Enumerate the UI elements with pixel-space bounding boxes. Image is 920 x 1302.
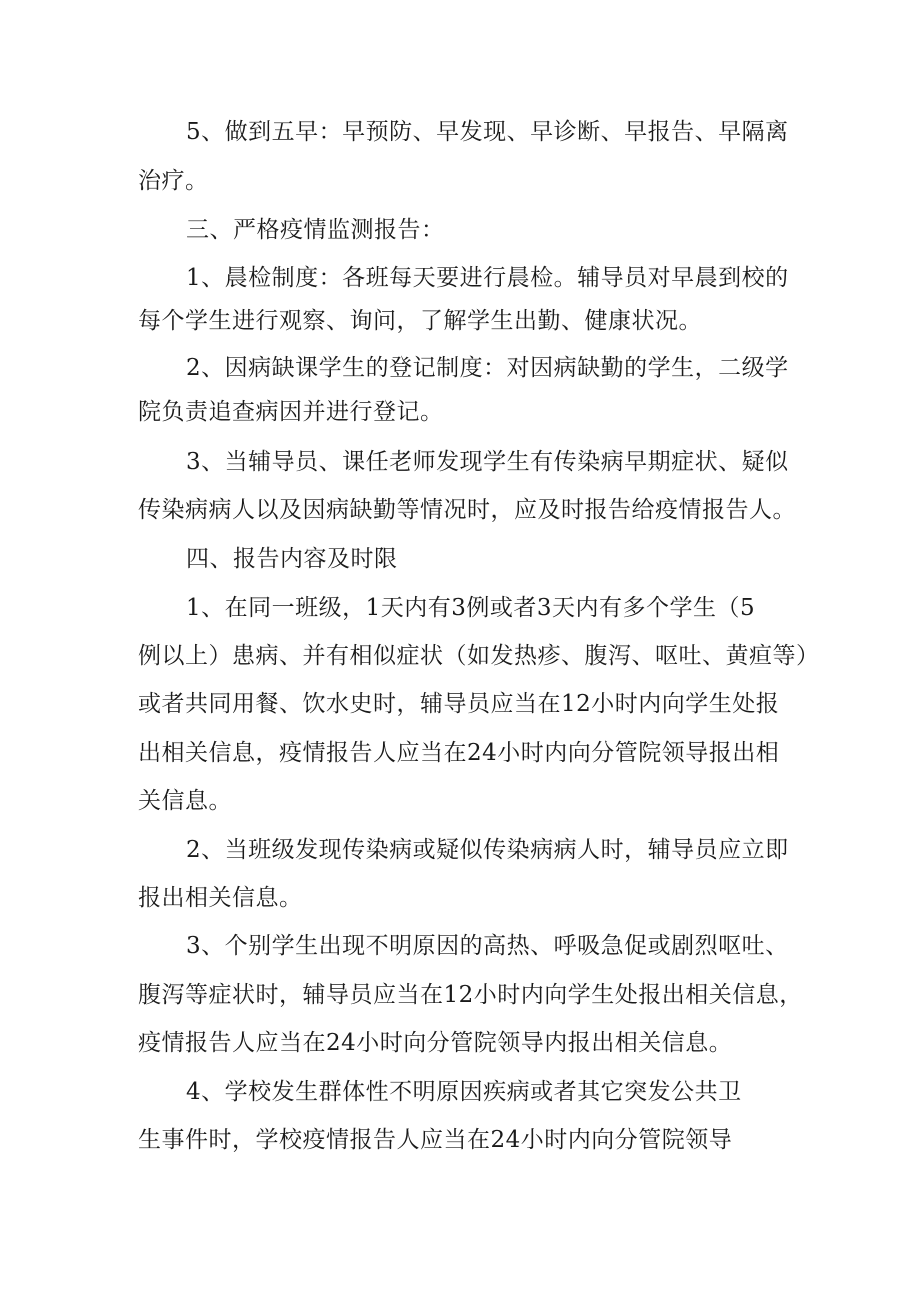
paragraph-line: 出相关信息，疫情报告人应当在24小时内向分管院领导报出相	[138, 740, 780, 766]
paragraph-line: 报出相关信息。	[138, 885, 303, 911]
paragraph-line: 疫情报告人应当在24小时向分管院领导内报出相关信息。	[138, 1030, 733, 1056]
paragraph-line: 关信息。	[138, 788, 232, 814]
paragraph-line: 1、晨检制度：各班每天要进行晨检。辅导员对早晨到校的	[186, 265, 789, 291]
paragraph-line: 治疗。	[138, 168, 209, 194]
paragraph-line: 3、当辅导员、课任老师发现学生有传染病早期症状、疑似	[186, 449, 789, 475]
paragraph-line: 5、做到五早：早预防、早发现、早诊断、早报告、早隔离	[186, 119, 789, 145]
section-heading: 三、严格疫情监测报告：	[186, 217, 445, 243]
paragraph-line: 1、在同一班级，1天内有3例或者3天内有多个学生（5	[186, 595, 756, 621]
section-heading: 四、报告内容及时限	[186, 546, 398, 572]
paragraph-line: 例以上）患病、并有相似症状（如发热疹、腹泻、呕吐、黄疸等）	[138, 643, 820, 669]
paragraph-line: 每个学生进行观察、询问，了解学生出勤、健康状况。	[138, 308, 702, 334]
paragraph-line: 2、当班级发现传染病或疑似传染病病人时，辅导员应立即	[186, 837, 789, 863]
paragraph-line: 或者共同用餐、饮水史时，辅导员应当在12小时内向学生处报	[138, 691, 780, 717]
paragraph-line: 院负责追查病因并进行登记。	[138, 399, 444, 425]
paragraph-line: 4、学校发生群体性不明原因疾病或者其它突发公共卫	[186, 1079, 742, 1105]
paragraph-line: 3、个别学生出现不明原因的高热、呼吸急促或剧烈呕吐、	[186, 933, 789, 959]
paragraph-line: 腹泻等症状时，辅导员应当在12小时内向学生处报出相关信息，	[138, 982, 803, 1008]
paragraph-line: 生事件时，学校疫情报告人应当在24小时内向分管院领导	[138, 1127, 733, 1153]
paragraph-line: 2、因病缺课学生的登记制度：对因病缺勤的学生，二级学	[186, 355, 789, 381]
paragraph-line: 传染病病人以及因病缺勤等情况时，应及时报告给疫情报告人。	[138, 497, 796, 523]
